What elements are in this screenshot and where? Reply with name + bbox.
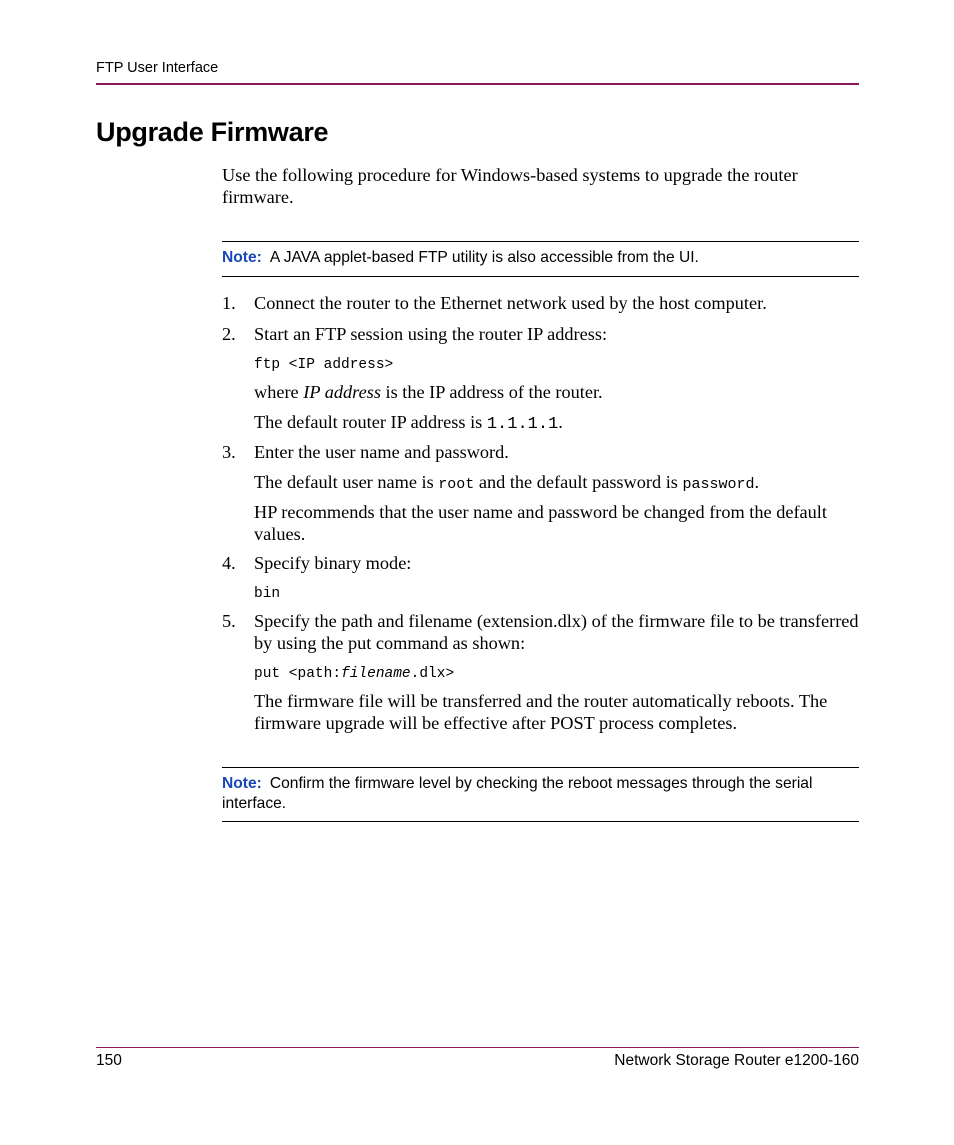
step-text: Start an FTP session using the router IP address:: [254, 324, 608, 344]
footer-rule: [96, 1047, 859, 1048]
code-sample: put <path:filename.dlx>: [254, 666, 455, 682]
step-detail: The firmware file will be transferred and the router automatically reboots. The firmware upgrade will be effective after POST process completes.: [254, 691, 828, 733]
step-text: Connect the router to the Ethernet network used by the host computer.: [254, 293, 767, 313]
running-header: FTP User Interface: [96, 60, 219, 76]
code-sample: bin: [254, 586, 281, 602]
page-number: 150: [96, 1052, 122, 1069]
note-bottom-rule: [222, 276, 859, 277]
step-detail: The default router IP address is 1.1.1.1.: [254, 412, 563, 434]
step-number: 1.: [222, 293, 236, 313]
footer-title: Network Storage Router e1200-160: [614, 1052, 859, 1069]
step-detail: The default user name is root and the default password is password.: [254, 472, 760, 493]
note-box: [222, 774, 859, 813]
emphasis: filename: [341, 666, 411, 682]
step-detail: HP recommends that the user name and password be changed from the default values.: [254, 502, 827, 544]
header-rule: [96, 83, 859, 85]
inline-code: password: [682, 476, 755, 493]
note-label: Note:: [222, 249, 262, 266]
emphasis: IP address: [303, 382, 381, 402]
code-sample: ftp <IP address>: [254, 357, 394, 373]
step-detail: where IP address is the IP address of the router.: [254, 382, 603, 402]
inline-code: 1.1.1.1: [486, 415, 559, 434]
step-number: 2.: [222, 324, 236, 344]
step-number: 3.: [222, 442, 236, 462]
note-box: [222, 248, 859, 268]
note-top-rule: [222, 767, 859, 768]
step-number: 5.: [222, 611, 236, 631]
note-label: Note:: [222, 775, 262, 792]
intro-paragraph: Use the following procedure for Windows-based systems to upgrade the router firmware.: [222, 165, 798, 207]
step-number: 4.: [222, 553, 236, 573]
page-title: Upgrade Firmware: [96, 117, 329, 147]
note-top-rule: [222, 241, 859, 242]
step-text: Specify the path and filename (extension.dlx) of the firmware file to be transferred by using the put command as shown:: [254, 611, 859, 653]
note-text: A JAVA applet-based FTP utility is also accessible from the UI.: [269, 249, 699, 266]
step-text: Specify binary mode:: [254, 553, 412, 573]
note-bottom-rule: [222, 821, 859, 822]
inline-code: root: [438, 476, 475, 493]
note-text: Confirm the firmware level by checking the reboot messages through the serial interface.: [222, 775, 813, 812]
step-text: Enter the user name and password.: [254, 442, 509, 462]
